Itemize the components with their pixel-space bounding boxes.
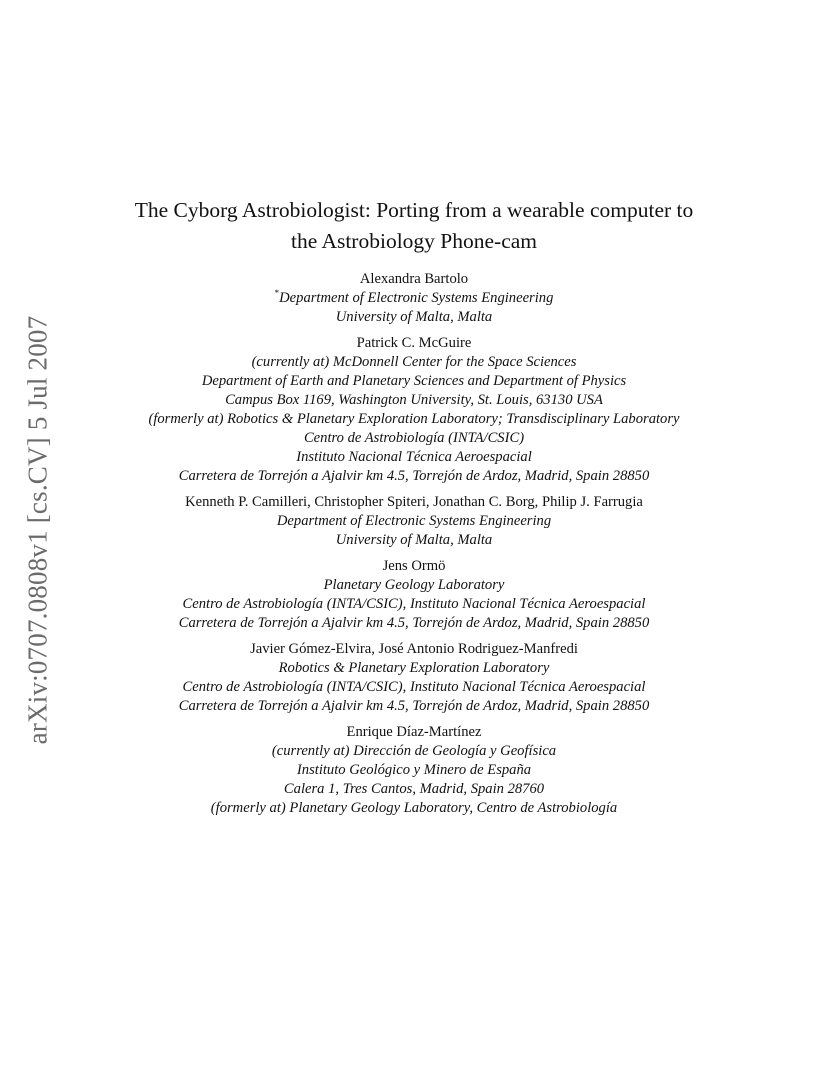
author-name: Patrick C. McGuire xyxy=(356,335,472,351)
affiliation-line: Department of Electronic Systems Engineering xyxy=(276,513,552,529)
affiliation-text: Department of Electronic Systems Engineering xyxy=(279,290,554,306)
author-list xyxy=(0,270,828,825)
author-name: Enrique Díaz-Martínez xyxy=(346,724,482,740)
paper-title xyxy=(0,195,828,257)
title-line: The Cyborg Astrobiologist: Porting from a wearable computer to xyxy=(134,198,694,222)
affiliation-line: Planetary Geology Laboratory xyxy=(323,577,505,593)
author-name: Javier Gómez-Elvira, José Antonio Rodriguez-Manfredi xyxy=(250,641,578,657)
affiliation-line xyxy=(0,289,828,308)
author-block xyxy=(0,723,828,818)
author-block xyxy=(0,493,828,550)
affiliation-marker: * xyxy=(274,288,280,298)
affiliation-line: Carretera de Torrejón a Ajalvir km 4.5, Torrejón de Ardoz, Madrid, Spain 28850 xyxy=(178,698,650,714)
affiliation-line: Calera 1, Tres Cantos, Madrid, Spain 28760 xyxy=(283,781,545,797)
affiliation-line: Carretera de Torrejón a Ajalvir km 4.5, Torrejón de Ardoz, Madrid, Spain 28850 xyxy=(178,615,650,631)
affiliation-line: (currently at) McDonnell Center for the Space Sciences xyxy=(251,354,577,370)
author-name: Kenneth P. Camilleri, Christopher Spiteri, Jonathan C. Borg, Philip J. Farrugia xyxy=(185,494,643,510)
author-block xyxy=(0,270,828,327)
arxiv-stamp: arXiv:0707.0808v1 [cs.CV] 5 Jul 2007 xyxy=(22,315,53,745)
affiliation-line: Instituto Nacional Técnica Aeroespacial xyxy=(296,449,532,465)
affiliation-line: Instituto Geológico y Minero de España xyxy=(296,762,532,778)
author-block xyxy=(0,640,828,716)
affiliation-line: Centro de Astrobiología (INTA/CSIC), Instituto Nacional Técnica Aeroespacial xyxy=(182,679,646,695)
author-block xyxy=(0,334,828,486)
affiliation-line: Campus Box 1169, Washington University, St. Louis, 63130 USA xyxy=(225,392,603,408)
affiliation-line: University of Malta, Malta xyxy=(335,532,493,548)
author-block xyxy=(0,557,828,633)
affiliation-line: University of Malta, Malta xyxy=(335,309,493,325)
author-name: Alexandra Bartolo xyxy=(359,271,469,287)
affiliation-line: Carretera de Torrejón a Ajalvir km 4.5, Torrejón de Ardoz, Madrid, Spain 28850 xyxy=(178,468,650,484)
affiliation-line: Centro de Astrobiología (INTA/CSIC) xyxy=(303,430,525,446)
affiliation-line: Robotics & Planetary Exploration Laboratory xyxy=(278,660,550,676)
author-name: Jens Ormö xyxy=(382,558,446,574)
affiliation-line: (formerly at) Planetary Geology Laboratory, Centro de Astrobiología xyxy=(210,800,618,816)
affiliation-line: Centro de Astrobiología (INTA/CSIC), Instituto Nacional Técnica Aeroespacial xyxy=(182,596,646,612)
affiliation-line: (formerly at) Robotics & Planetary Exploration Laboratory; Transdisciplinary Laboratory xyxy=(148,411,680,427)
title-line: the Astrobiology Phone-cam xyxy=(290,229,538,253)
affiliation-line: (currently at) Dirección de Geología y Geofísica xyxy=(271,743,557,759)
affiliation-line: Department of Earth and Planetary Sciences and Department of Physics xyxy=(201,373,627,389)
